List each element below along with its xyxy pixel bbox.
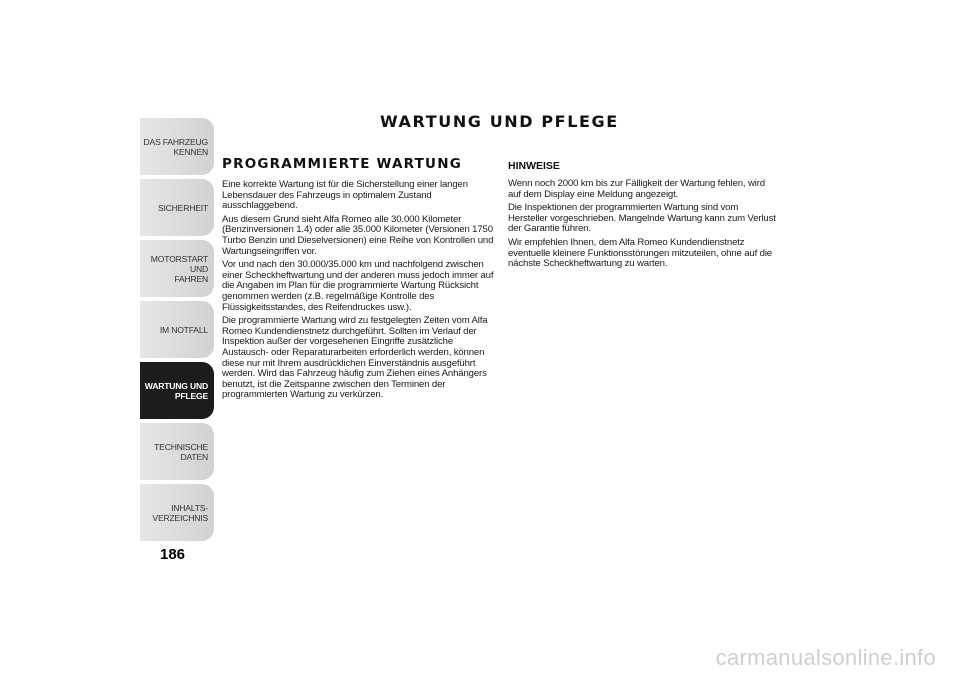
paragraph: Die programmierte Wartung wird zu festgelegten Zeiten vom Alfa Romeo Kundendienstnetz durchgeführt. Sollten im Verlauf der Inspektion außer der vorgesehenen Eingriffe zusätzliche Austausch- oder Reparaturarbeiten erforderlich werden, können diese nur mit Ihrem ausdrücklichen Einverständnis ausgeführt werden. Wird das Fahrzeug häufig zum Ziehen eines Anhängers benutzt, ist die Zeitspanne zwischen den Terminen der programmierten Wartung zu verkürzen. — [222, 315, 488, 401]
paragraph: Die Inspektionen der programmierten Wartung sind vom Hersteller vorgeschrieben. Mangelnde Wartung kann zum Verlust der Garantie führen. — [508, 202, 776, 235]
tab-label: SICHERHEIT — [157, 202, 208, 213]
tab-label: INHALTS- VERZEICHNIS — [152, 502, 208, 523]
paragraph: Wenn noch 2000 km bis zur Fälligkeit der Wartung fehlen, wird auf dem Display eine Meldung angezeigt. — [508, 178, 765, 200]
page-number: 186 — [160, 546, 186, 563]
paragraph: Vor und nach den 30.000/35.000 km und nachfolgend zwischen einer Scheckheftwartung und der anderen muss jedoch immer auf die Angaben im Plan für die programmierte Wartung Rücksicht genommen werden (z.B. regelmäßige Kontrolle des Flüssigkeitsstandes, des Reifendruckes usw.). — [222, 259, 494, 313]
tab-sicherheit[interactable] — [140, 179, 214, 236]
tab-technische-daten[interactable] — [140, 423, 214, 480]
tab-im-notfall[interactable] — [140, 301, 214, 358]
tab-label: MOTORSTART UND FAHREN — [150, 253, 208, 284]
section-title: PROGRAMMIERTE WARTUNG — [222, 156, 462, 172]
tab-label: IM NOTFALL — [159, 324, 208, 335]
paragraph: Wir empfehlen Ihnen, dem Alfa Romeo Kundendienstnetz eventuelle kleinere Funktionsstörungen mitzuteilen, ohne auf die nächste Scheckheftwartung zu warten. — [508, 236, 772, 270]
tab-inhaltsverzeichnis[interactable] — [140, 484, 214, 541]
tab-wartung-und-pflege[interactable] — [140, 362, 214, 419]
left-column — [222, 156, 494, 404]
tab-label: DAS FAHRZEUG KENNEN — [143, 136, 208, 157]
tab-motorstart-und-fahren[interactable] — [140, 240, 214, 297]
tab-label: TECHNISCHE DATEN — [154, 441, 208, 462]
tab-das-fahrzeug-kennen[interactable] — [140, 118, 214, 175]
notes-title: HINWEISE — [508, 160, 560, 172]
paragraph: Eine korrekte Wartung ist für die Sicherstellung einer langen Lebensdauer des Fahrzeugs in optimalem Zustand ausschlaggebend. — [222, 179, 468, 212]
watermark-text: carmanualsonline.info — [715, 645, 936, 670]
tab-label: WARTUNG UND PFLEGE — [144, 380, 208, 401]
chapter-tabs — [140, 118, 214, 545]
right-column — [508, 156, 780, 273]
page-title: WARTUNG UND PFLEGE — [380, 112, 619, 131]
paragraph: Aus diesem Grund sieht Alfa Romeo alle 30.000 Kilometer (Benzinversionen 1.4) oder alle 35.000 Kilometer (Versionen 1750 Turbo Benzin und Dieselversionen) eine Reihe von Kontrollen und Wartungseingriffen vor. — [222, 213, 494, 257]
